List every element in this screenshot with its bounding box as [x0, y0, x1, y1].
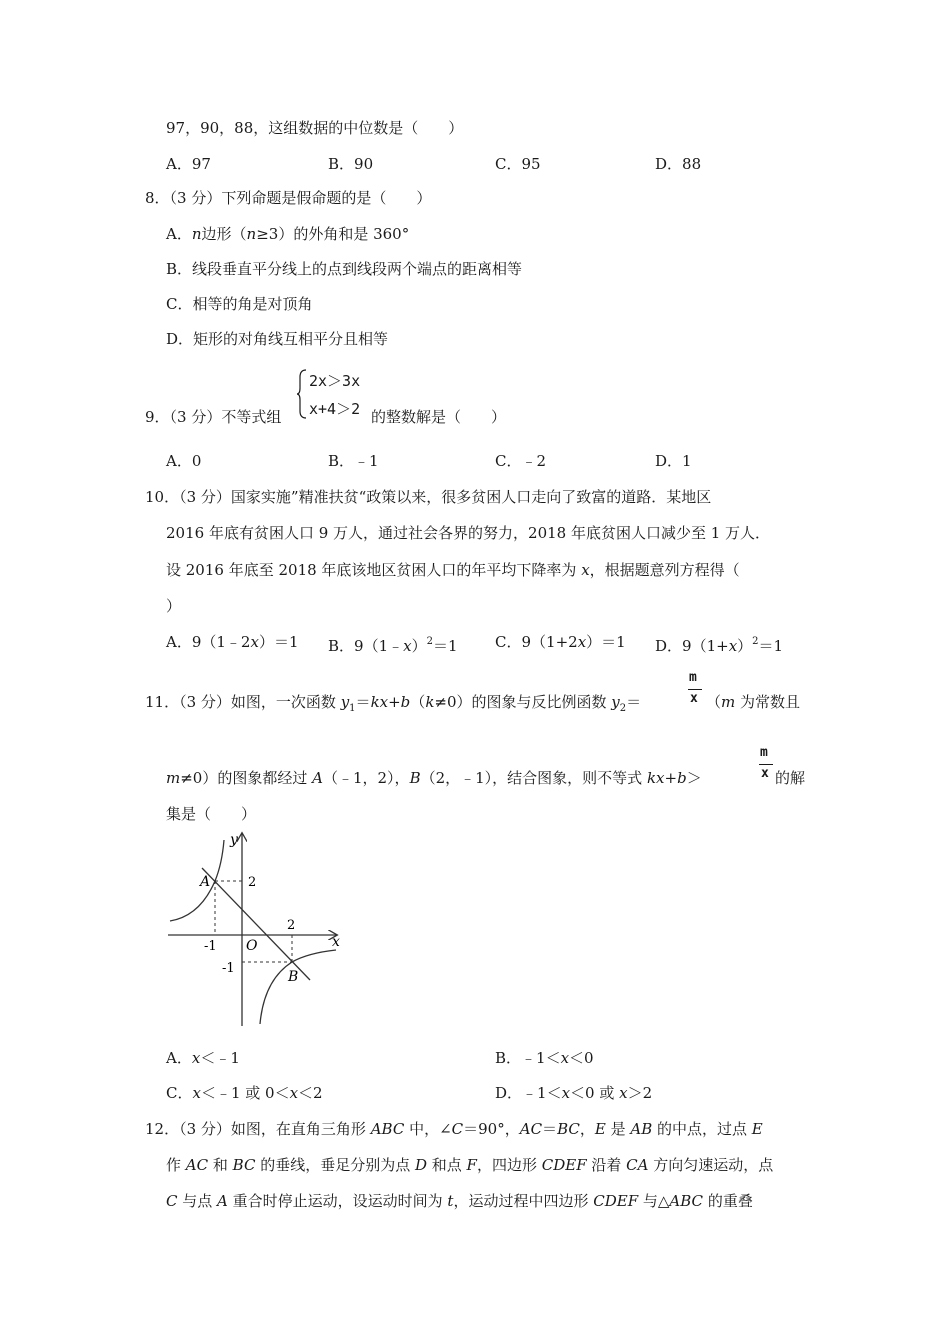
exponent: 2: [752, 636, 759, 647]
q12-line-2: [166, 1155, 773, 1175]
segment-ac: AC: [519, 1120, 543, 1138]
q11-option-a[interactable]: [166, 1048, 240, 1068]
q10-option-d[interactable]: [655, 632, 783, 656]
q11-line-2-tail: 的解: [775, 769, 806, 787]
text: ＝: [626, 693, 642, 711]
point-f: F: [466, 1156, 477, 1174]
expr-kxb: kx+b: [370, 693, 411, 711]
fraction-numerator: m: [689, 670, 697, 685]
var-n: n: [191, 225, 202, 243]
fraction-bar: [759, 764, 773, 765]
q11-line-2: [166, 768, 702, 788]
text: （: [706, 693, 722, 711]
q10-score: （3 分）: [179, 488, 231, 506]
point-c: C: [166, 1192, 178, 1210]
text: 的中点，过点: [652, 1120, 752, 1138]
var-x: x: [577, 633, 587, 651]
q9-question-post: 的整数解是（ ）: [371, 408, 507, 426]
q9-question-pre: 不等式组: [221, 408, 282, 426]
q7-option-d[interactable]: D．88: [655, 155, 702, 173]
fraction-bar: [688, 689, 702, 690]
q7-option-c[interactable]: C．95: [495, 155, 541, 173]
q10-line-3: [166, 560, 740, 580]
text: ＜0: [569, 1049, 594, 1067]
q8-option-d[interactable]: D．矩形的对角线互相平分且相等: [166, 330, 389, 348]
text: C．9（1+2: [495, 633, 578, 651]
q8-option-c[interactable]: C．相等的角是对顶角: [166, 295, 313, 313]
q8-option-b[interactable]: B．线段垂直平分线上的点到线段两个端点的距离相等: [166, 260, 523, 278]
fraction-numerator: m: [760, 745, 768, 760]
q9-option-d[interactable]: D．1: [655, 452, 692, 470]
q9-inequality-1: 2x＞3x: [309, 372, 361, 390]
text: ＜﹣1: [200, 1049, 240, 1067]
text: ＝: [355, 693, 371, 711]
subscript: 2: [619, 703, 627, 714]
q9-option-a[interactable]: A．0: [166, 452, 202, 470]
text: 作: [166, 1156, 186, 1174]
text: B．9（1﹣: [328, 637, 404, 655]
q11-option-c[interactable]: [166, 1083, 323, 1103]
q11-line-3: 集是（ ）: [166, 805, 257, 823]
text: ＝: [542, 1120, 558, 1138]
segment-ca: CA: [626, 1156, 649, 1174]
text: D．﹣1＜: [495, 1084, 562, 1102]
point-b-label: B: [288, 969, 299, 985]
text: 与点: [177, 1192, 218, 1210]
q12-number: 12．: [145, 1120, 180, 1138]
text: 沿着: [586, 1156, 627, 1174]
q7-option-a[interactable]: A．97: [166, 155, 211, 173]
q10-option-c[interactable]: [495, 632, 626, 652]
text: 是: [605, 1120, 631, 1138]
expr-kxb: kx+b: [646, 769, 687, 787]
q9-number: 9．: [145, 408, 170, 426]
q12-line-3: [166, 1191, 753, 1211]
origin-label: O: [246, 938, 258, 954]
point-a: A: [312, 769, 323, 787]
var-m: m: [166, 769, 181, 787]
var-x: x: [560, 1049, 570, 1067]
tick-label-x-2: 2: [287, 918, 296, 933]
quad-cdef: CDEF: [593, 1192, 639, 1210]
text: 边形（: [201, 225, 247, 243]
var-m: m: [721, 693, 736, 711]
text: 方向匀速运动，点: [648, 1156, 774, 1174]
fraction-denominator: x: [761, 766, 769, 781]
point-a-label: A: [200, 874, 211, 890]
q11-option-d[interactable]: [495, 1083, 652, 1103]
point-e: E: [751, 1120, 763, 1138]
q9-option-c[interactable]: C．﹣2: [495, 452, 547, 470]
text: ≠0）的图象与反比例函数: [434, 693, 612, 711]
var-y: y: [340, 693, 350, 711]
text: ＝90°，: [463, 1120, 520, 1138]
q11-option-b[interactable]: [495, 1048, 594, 1068]
q9-option-b[interactable]: B．﹣1: [328, 452, 379, 470]
point-e: E: [594, 1120, 606, 1138]
tick-label-y-minus-1: -1: [222, 961, 235, 976]
text: A．: [166, 1049, 192, 1067]
text: B．﹣1＜: [495, 1049, 561, 1067]
text: ）: [737, 637, 753, 655]
q11-score: （3 分）: [179, 693, 231, 711]
hyperbola-branch-lower-right: [260, 950, 336, 1024]
text: ＜﹣1 或 0＜: [200, 1084, 290, 1102]
q9-stem: [145, 407, 281, 427]
hyperbola-branch-upper-left: [170, 840, 224, 921]
text: （﹣1，2），: [322, 769, 410, 787]
q10-option-b[interactable]: [328, 632, 458, 656]
text: ，运动过程中四边形: [453, 1192, 594, 1210]
text: ）＝1: [258, 633, 299, 651]
fraction-denominator: x: [690, 691, 698, 706]
q8-number: 8．: [145, 189, 170, 207]
var-x: x: [403, 637, 412, 655]
q10-option-a[interactable]: [166, 632, 298, 652]
var-x: x: [191, 1049, 201, 1067]
q7-stem: 97，90，88，这组数据的中位数是（ ）: [166, 119, 464, 137]
text: 的重叠: [703, 1192, 753, 1210]
text: ）: [411, 637, 427, 655]
q10-line-4: ）: [166, 597, 182, 615]
var-n: n: [246, 225, 257, 243]
q7-option-b[interactable]: B．90: [328, 155, 374, 173]
q9-inequality-2: x+4＞2: [309, 400, 361, 418]
q10-text: 国家实施”精准扶贫“政策以来，很多贫困人口走向了致富的道路．某地区: [230, 488, 712, 506]
var-x: x: [581, 561, 590, 579]
q8-score: （3 分）: [169, 189, 222, 207]
option-label: A．: [166, 225, 192, 243]
text: ≥3）的外角和是 360°: [256, 225, 410, 243]
text: 和点: [427, 1156, 467, 1174]
text: ＝1: [432, 637, 458, 655]
q8-option-a[interactable]: [166, 224, 409, 244]
quad-cdef: CDEF: [541, 1156, 587, 1174]
text: ≠0）的图象都经过: [180, 769, 313, 787]
text: ＞2: [627, 1084, 653, 1102]
text: （2，﹣1），结合图象，则不等式: [420, 769, 647, 787]
var-k: k: [425, 693, 435, 711]
text: 为常数且: [735, 693, 801, 711]
text: ，根据题意列方程得（: [589, 561, 740, 579]
text: ）＝1: [586, 633, 626, 651]
q8-question: 下列命题是假命题的是（ ）: [221, 189, 432, 207]
q11-line-1: [145, 692, 641, 719]
var-x: x: [250, 633, 259, 651]
system-brace-icon: [296, 368, 308, 420]
text: ＜2: [298, 1084, 323, 1102]
point-c: C: [451, 1120, 464, 1138]
q11-function-graph: [160, 828, 350, 1030]
var-x: x: [192, 1084, 201, 1102]
subscript: 1: [349, 703, 356, 714]
q12-line-1: [145, 1119, 763, 1139]
text: ＝1: [758, 637, 784, 655]
text: 中，∠: [404, 1120, 452, 1138]
text: ，四边形: [476, 1156, 542, 1174]
var-x: x: [728, 637, 738, 655]
text: 如图，在直角三角形: [230, 1120, 371, 1138]
text: ＜0 或: [570, 1084, 620, 1102]
text: （: [410, 693, 426, 711]
text: ＞: [686, 769, 702, 787]
q11-number: 11．: [145, 693, 180, 711]
var-x: x: [619, 1084, 628, 1102]
tick-label-x-minus-1: -1: [204, 939, 217, 954]
var-y: y: [611, 693, 620, 711]
segment-ac: AC: [185, 1156, 209, 1174]
var-t: t: [447, 1192, 454, 1210]
segment-ab: AB: [630, 1120, 653, 1138]
point-b: B: [409, 769, 421, 787]
segment-bc: BC: [232, 1156, 256, 1174]
text: 重合时停止运动，设运动时间为: [227, 1192, 448, 1210]
tick-label-y-2: 2: [248, 875, 257, 890]
segment-bc: BC: [557, 1120, 580, 1138]
text: 的垂线，垂足分别为点: [255, 1156, 415, 1174]
text: C．: [166, 1084, 193, 1102]
text: 和: [208, 1156, 233, 1174]
text: 与△: [638, 1192, 670, 1210]
triangle-abc: ABC: [370, 1120, 405, 1138]
text: A．9（1﹣2: [166, 633, 251, 651]
var-x: x: [561, 1084, 571, 1102]
text: ，: [579, 1120, 595, 1138]
q10-line-1: [145, 487, 711, 507]
q8-stem: [145, 188, 431, 208]
text: 如图，一次函数: [230, 693, 341, 711]
y-axis-label: y: [230, 832, 238, 848]
x-axis-label: x: [332, 934, 340, 950]
var-x: x: [289, 1084, 299, 1102]
q10-line-2: 2016 年底有贫困人口 9 万人，通过社会各界的努力，2018 年底贫困人口减少至 1 万人．: [166, 524, 771, 542]
q9-score: （3 分）: [169, 408, 222, 426]
text: 设 2016 年底至 2018 年底该地区贫困人口的年平均下降率为: [166, 561, 582, 579]
text: D．9（1+: [655, 637, 729, 655]
point-d: D: [414, 1156, 427, 1174]
triangle-abc: ABC: [669, 1192, 704, 1210]
point-a: A: [217, 1192, 228, 1210]
q12-score: （3 分）: [179, 1120, 231, 1138]
q11-line-1-tail: [706, 692, 800, 712]
exponent: 2: [426, 636, 433, 647]
q10-number: 10．: [145, 488, 180, 506]
